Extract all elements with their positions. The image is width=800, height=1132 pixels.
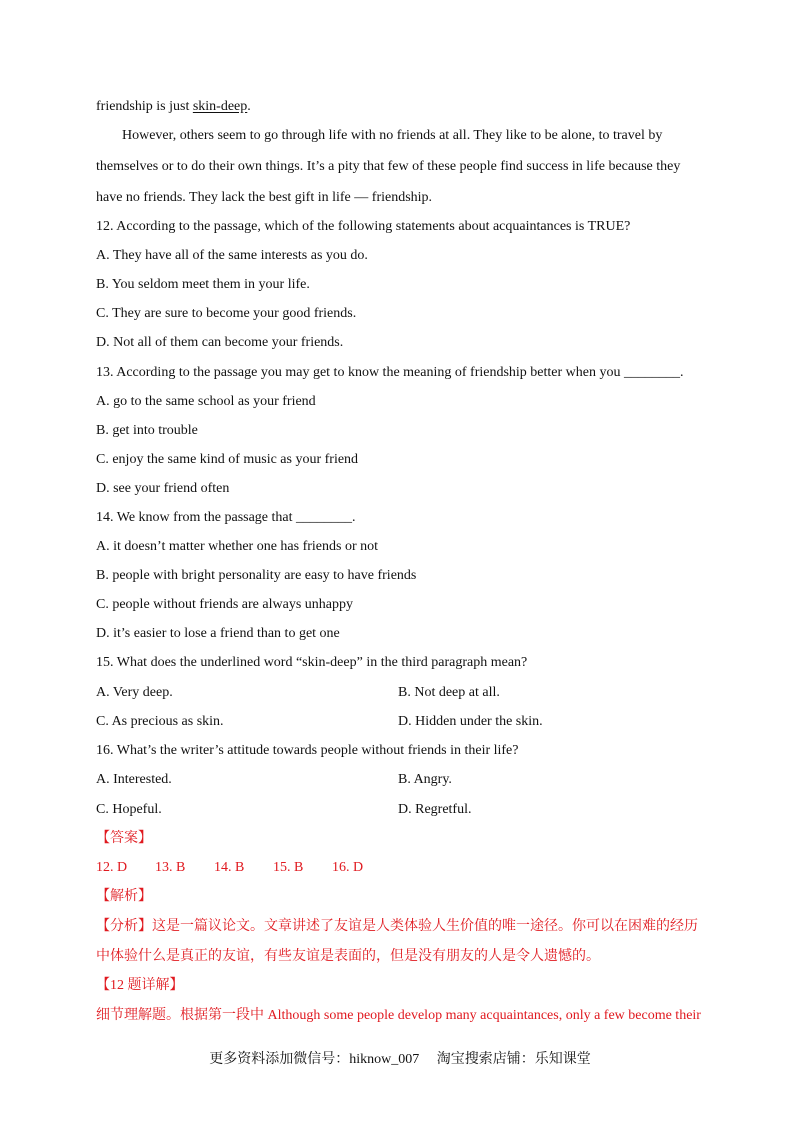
detail-heading: 【12 题详解】 [96, 978, 184, 993]
question-12-stem: 12. According to the passage, which of the following statements about acquaintances is TRUE? [96, 219, 631, 234]
passage-line-4: have no friends. They lack the best gift in life — friendship. [96, 190, 433, 205]
answer-15: 15. B [273, 860, 304, 875]
question-16-option-d: D. Regretful. [398, 802, 472, 817]
detail-line: 细节理解题。根据第一段中 Although some people develop many acquaintances, only a few become their [96, 1008, 701, 1023]
question-13-option-d: D. see your friend often [96, 481, 230, 496]
question-12-option-b: B. You seldom meet them in your life. [96, 277, 310, 292]
question-13-option-c: C. enjoy the same kind of music as your friend [96, 452, 359, 467]
question-16-stem: 16. What’s the writer’s attitude towards people without friends in their life? [96, 743, 519, 758]
passage-line-2: However, others seem to go through life with no friends at all. They like to be alone, to travel by [122, 128, 663, 143]
question-13-option-b: B. get into trouble [96, 423, 198, 438]
passage-line-1: friendship is just skin-deep. [96, 99, 251, 114]
page-footer: 更多资料添加微信号：hiknow_007 淘宝搜索店铺：乐知课堂 [209, 1052, 591, 1067]
question-15-option-a: A. Very deep. [96, 685, 173, 700]
answer-12: 12. D [96, 860, 128, 875]
answer-16: 16. D [332, 860, 364, 875]
question-15-option-d: D. Hidden under the skin. [398, 714, 543, 729]
question-13-stem: 13. According to the passage you may get to know the meaning of friendship better when you ________. [96, 365, 684, 380]
question-16-option-a: A. Interested. [96, 772, 172, 787]
question-15-stem: 15. What does the underlined word “skin-deep” in the third paragraph mean? [96, 655, 528, 670]
answer-heading: 【答案】 [96, 831, 152, 846]
analysis-line-1: 【分析】这是一篇议论文。文章讲述了友谊是人类体验人生价值的唯一途径。你可以在困难的经历 [96, 919, 698, 934]
question-13-option-a: A. go to the same school as your friend [96, 394, 316, 409]
question-14-option-c: C. people without friends are always unhappy [96, 597, 353, 612]
question-14-option-a: A. it doesn’t matter whether one has friends or not [96, 539, 379, 554]
question-16-option-b: B. Angry. [398, 772, 452, 787]
underlined-word: skin-deep [192, 99, 248, 114]
analysis-heading: 【解析】 [96, 889, 152, 904]
question-14-option-d: D. it’s easier to lose a friend than to get one [96, 626, 340, 641]
answer-14: 14. B [214, 860, 245, 875]
question-12-option-a: A. They have all of the same interests as you do. [96, 248, 368, 263]
question-15-option-c: C. As precious as skin. [96, 714, 224, 729]
question-14-option-b: B. people with bright personality are easy to have friends [96, 568, 417, 583]
question-14-stem: 14. We know from the passage that ________. [96, 510, 356, 525]
question-12-option-c: C. They are sure to become your good friends. [96, 306, 357, 321]
passage-line-3: themselves or to do their own things. It’s a pity that few of these people find success in life because they [96, 159, 681, 174]
answer-13: 13. B [155, 860, 186, 875]
question-15-option-b: B. Not deep at all. [398, 685, 500, 700]
analysis-line-2: 中体验什么是真正的友谊，有些友谊是表面的，但是没有朋友的人是令人遗憾的。 [96, 949, 600, 964]
question-16-option-c: C. Hopeful. [96, 802, 162, 817]
answer-list [96, 859, 391, 877]
question-12-option-d: D. Not all of them can become your friends. [96, 335, 344, 350]
